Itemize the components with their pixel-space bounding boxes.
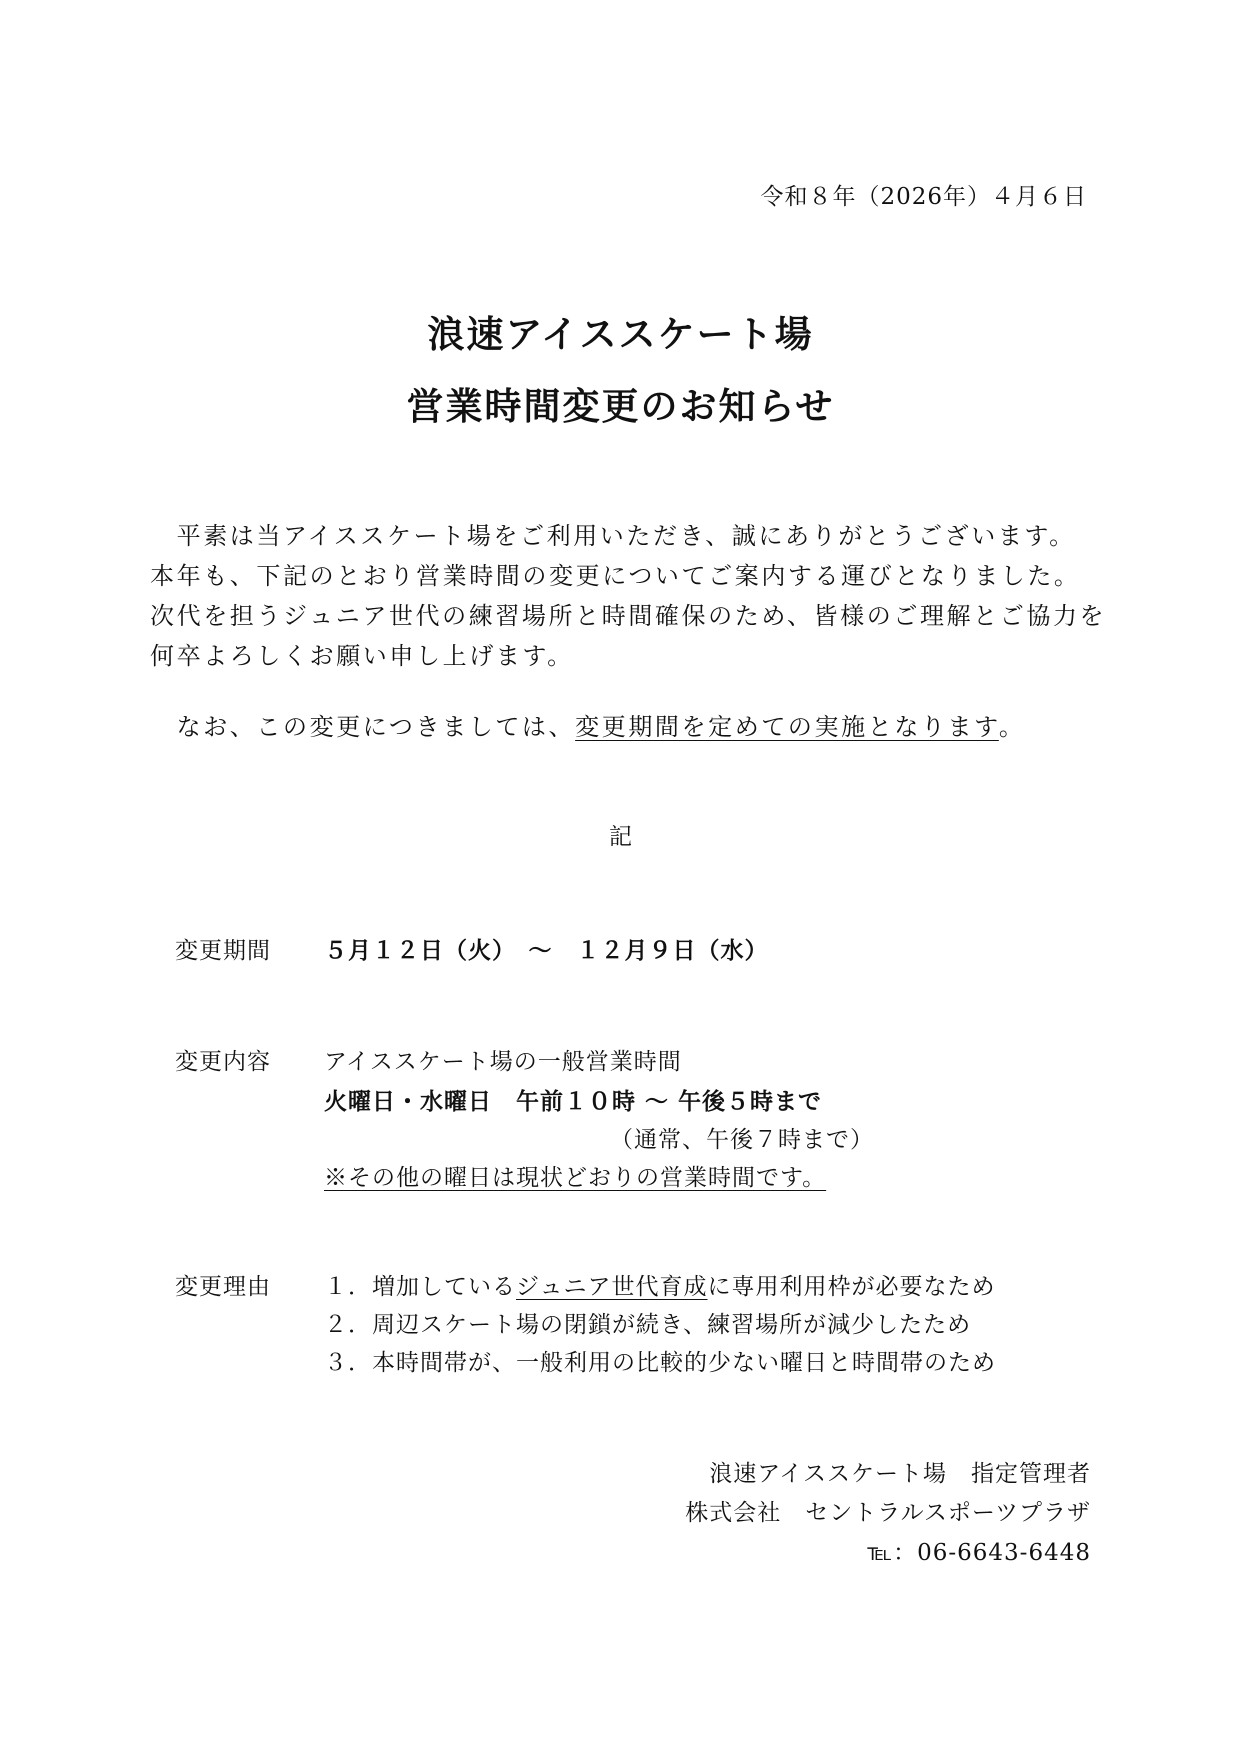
content-other-days-note: ※その他の曜日は現状どおりの営業時間です。 <box>324 1165 827 1191</box>
footer-company: 株式会社 セントラルスポーツプラザ <box>685 1500 1091 1526</box>
note-prefix: なお、この変更につきましては、 <box>150 713 576 741</box>
note-underlined: 変更期間を定めての実施となります <box>575 713 999 741</box>
reason-item-3: ３．本時間帯が、一般利用の比較的少ない曜日と時間帯のため <box>324 1350 996 1376</box>
notice-date: 令和８年（2026年）４月６日 <box>760 184 1087 210</box>
reason-item-1-underlined: ジュニア世代育成 <box>516 1274 708 1300</box>
body-line-3: 次代を担うジュニア世代の練習場所と時間確保のため、皆様のご理解とご協力を <box>150 602 1107 630</box>
reason-item-2: ２．周辺スケート場の閉鎖が続き、練習場所が減少したため <box>324 1312 972 1338</box>
content-normal-hours: （通常、午後７時まで） <box>610 1127 874 1153</box>
period-label: 変更期間 <box>175 938 271 964</box>
reason-label: 変更理由 <box>175 1274 271 1300</box>
reason-item-1-prefix: １．増加している <box>324 1274 516 1300</box>
content-label: 変更内容 <box>175 1049 271 1075</box>
footer-tel: ℡：06-6643-6448 <box>867 1540 1091 1566</box>
title-notice: 営業時間変更のお知らせ <box>406 384 835 428</box>
ki-heading: 記 <box>609 824 632 850</box>
body-line-2: 本年も、下記のとおり営業時間の変更についてご案内する運びとなりました。 <box>150 562 1081 590</box>
note-suffix: 。 <box>998 713 1026 741</box>
title-facility: 浪速アイススケート場 <box>427 312 814 356</box>
period-value: ５月１２日（火） ～ １２月９日（水） <box>324 937 769 964</box>
reason-item-1 <box>324 1268 996 1301</box>
body-line-1: 平素は当アイススケート場をご利用いただき、誠にありがとうございます。 <box>150 522 1076 550</box>
content-line-1: アイススケート場の一般営業時間 <box>324 1049 682 1075</box>
footer-manager: 浪速アイススケート場 指定管理者 <box>709 1461 1091 1487</box>
body-line-4: 何卒よろしくお願い申し上げます。 <box>150 642 574 670</box>
reason-item-1-suffix: に専用利用枠が必要なため <box>707 1274 996 1300</box>
body-note <box>150 707 1025 742</box>
content-hours: 火曜日・水曜日 午前１０時 ～ 午後５時まで <box>324 1088 823 1115</box>
